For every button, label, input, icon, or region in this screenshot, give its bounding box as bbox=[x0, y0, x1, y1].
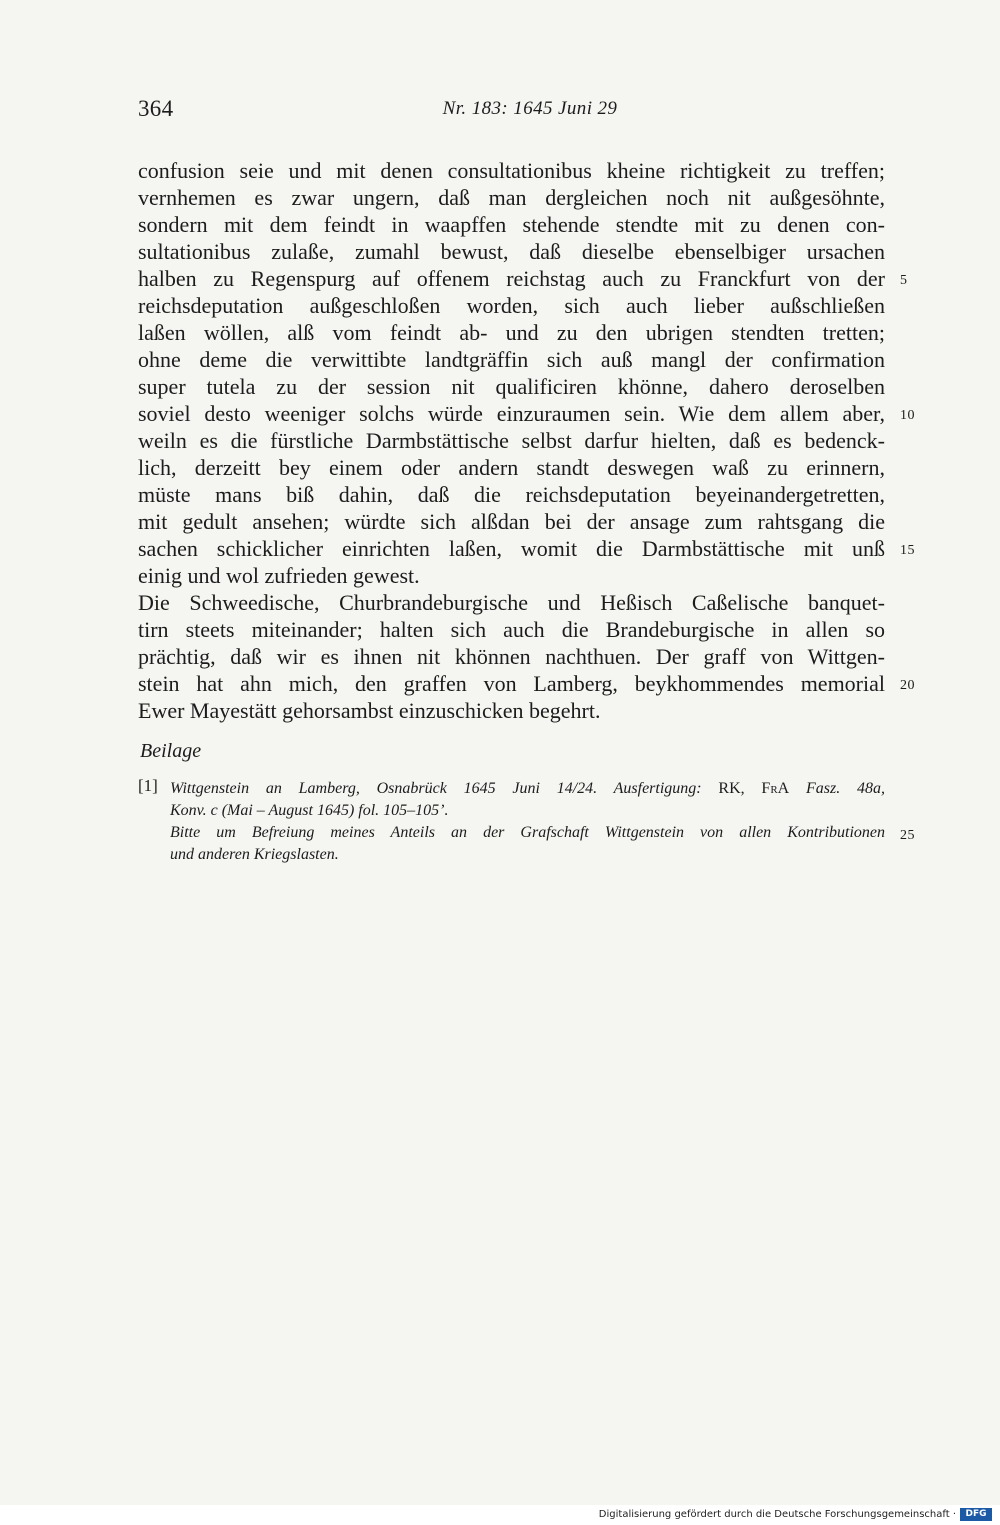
beilage-line: Konv. c (Mai – August 1645) fol. 105–105’. bbox=[170, 802, 449, 819]
line-number: 25 bbox=[900, 828, 915, 843]
line-number: 10 bbox=[900, 408, 915, 423]
dfg-logo: DFG bbox=[960, 1508, 992, 1521]
beilage-archive-abbrev: FrA bbox=[761, 780, 790, 797]
body-line: Ewer Mayestätt gehorsambst einzuschicken begehrt. bbox=[138, 698, 601, 723]
body-line: stein hat ahn mich, den graffen von Lamberg, beykhommendes memorial bbox=[138, 671, 885, 696]
body-line: sultationibus zulaße, zumahl bewust, daß dieselbe ebenselbiger ursachen bbox=[138, 239, 885, 264]
beilage-line bbox=[170, 778, 885, 799]
body-line: laßen wöllen, alß vom feindt ab- und zu den ubrigen stendten tretten; bbox=[138, 320, 885, 345]
beilage-line: und anderen Kriegslasten. bbox=[170, 846, 339, 863]
page-number: 364 bbox=[138, 96, 174, 121]
dfg-credit: Digitalisierung gefördert durch die Deutsche Forschungsgemeinschaft · bbox=[598, 1509, 956, 1520]
body-line: super tutela zu der session nit qualificiren khönne, dahero deroselben bbox=[138, 374, 885, 399]
body-line: sondern mit dem feindt in waapffen stehende stendte mit zu denen con- bbox=[138, 212, 885, 237]
body-line: tirn steets miteinander; halten sich auch die Brandeburgische in allen so bbox=[138, 617, 885, 642]
body-line: weiln es die fürstliche Darmbstättische selbst darfur hielten, daß es bedenck- bbox=[138, 428, 885, 453]
beilage-marker: [1] bbox=[138, 776, 158, 795]
beilage-source-text: Wittgenstein an Lamberg, Osnabrück 1645 Juni 14/24. Ausfertigung: bbox=[170, 780, 719, 797]
beilage-archive: RK, bbox=[718, 780, 762, 797]
body-line: vernhemen es zwar ungern, daß man dergleichen noch nit außgesöhnte, bbox=[138, 185, 885, 210]
line-number: 20 bbox=[900, 678, 915, 693]
beilage-heading: Beilage bbox=[140, 740, 202, 762]
body-line: halben zu Regenspurg auf offenem reichstag auch zu Franckfurt von der bbox=[138, 266, 885, 291]
body-line: lich, derzeitt bey einem oder andern standt deswegen waß zu erinnern, bbox=[138, 455, 885, 480]
body-line: Die Schweedische, Churbrandeburgische und Heßisch Caßelische banquet- bbox=[138, 590, 885, 615]
beilage-fascicle: Fasz. 48a, bbox=[789, 780, 885, 797]
line-number: 5 bbox=[900, 273, 908, 288]
line-number: 15 bbox=[900, 543, 915, 558]
body-line: sachen schicklicher einrichten laßen, womit die Darmbstättische mit unß bbox=[138, 536, 885, 561]
body-line: ohne deme die verwittibte landtgräffin sich auß mangl der confirmation bbox=[138, 347, 885, 372]
body-line: müste mans biß dahin, daß die reichsdeputation beyeinandergetretten, bbox=[138, 482, 885, 507]
body-line: mit gedult ansehen; würdte sich alßdan bei der ansage zum rahtsgang die bbox=[138, 509, 885, 534]
running-head: Nr. 183: 1645 Juni 29 bbox=[442, 98, 618, 119]
body-line: einig und wol zufrieden gewest. bbox=[138, 563, 420, 588]
body-line: confusion seie und mit denen consultationibus kheine richtigkeit zu treffen; bbox=[138, 158, 885, 183]
beilage-line: Bitte um Befreiung meines Anteils an der Grafschaft Wittgenstein von allen Kontributionen bbox=[170, 824, 885, 841]
body-line: soviel desto weeniger solchs würde einzuraumen sein. Wie dem allem aber, bbox=[138, 401, 885, 426]
body-line: prächtig, daß wir es ihnen nit khönnen nachthuen. Der graff von Wittgen- bbox=[138, 644, 885, 669]
body-line: reichsdeputation außgeschloßen worden, sich auch lieber außschließen bbox=[138, 293, 885, 318]
